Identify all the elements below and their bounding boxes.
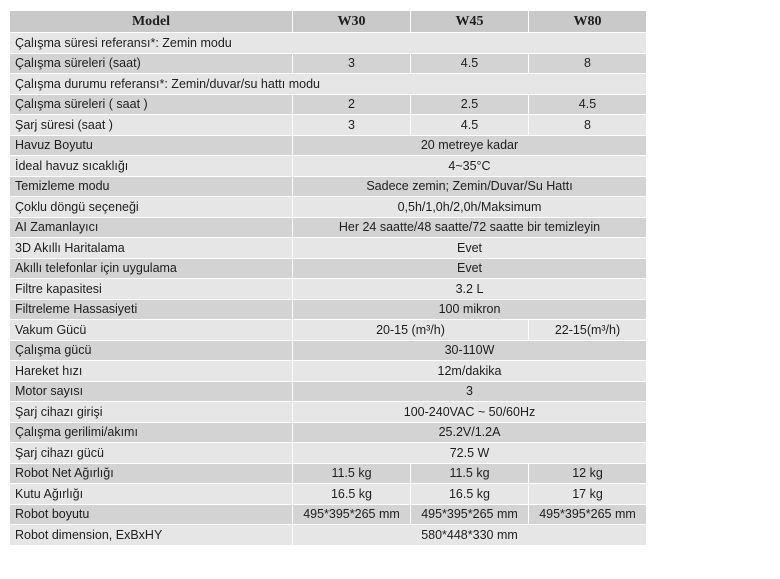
value-all: 100-240VAC ~ 50/60Hz xyxy=(293,402,647,423)
table-row xyxy=(10,320,647,341)
table-row xyxy=(10,299,647,320)
value-all: Evet xyxy=(293,238,647,259)
value-w45: 495*395*265 mm xyxy=(411,504,529,525)
table-row xyxy=(10,484,647,505)
table-row xyxy=(10,340,647,361)
value-all: 12m/dakika xyxy=(293,361,647,382)
value-all: 3 xyxy=(293,381,647,402)
table-row xyxy=(10,156,647,177)
value-w80: 17 kg xyxy=(529,484,647,505)
value-w30: 3 xyxy=(293,53,411,74)
value-all: 580*448*330 mm xyxy=(293,525,647,546)
value-w45: 4.5 xyxy=(411,53,529,74)
table-row xyxy=(10,402,647,423)
row-label: Motor sayısı xyxy=(10,381,293,402)
row-label: Çalışma gücü xyxy=(10,340,293,361)
row-label: Çalışma süreleri (saat) xyxy=(10,53,293,74)
row-label: Robot boyutu xyxy=(10,504,293,525)
header-row xyxy=(10,11,647,33)
table-row xyxy=(10,258,647,279)
table-row xyxy=(10,197,647,218)
value-all: 25.2V/1.2A xyxy=(293,422,647,443)
value-w80: 12 kg xyxy=(529,463,647,484)
row-label: Vakum Gücü xyxy=(10,320,293,341)
value-all: 0,5h/1,0h/2,0h/Maksimum xyxy=(293,197,647,218)
row-label: Robot Net Ağırlığı xyxy=(10,463,293,484)
value-w80: 22-15(m³/h) xyxy=(529,320,647,341)
value-w30: 11.5 kg xyxy=(293,463,411,484)
table-row xyxy=(10,381,647,402)
row-label: Çalışma gerilimi/akımı xyxy=(10,422,293,443)
value-w30: 2 xyxy=(293,94,411,115)
header-w80: W80 xyxy=(529,11,647,33)
table-row xyxy=(10,94,647,115)
value-w45: 2.5 xyxy=(411,94,529,115)
value-w30: 495*395*265 mm xyxy=(293,504,411,525)
row-label: Çoklu döngü seçeneği xyxy=(10,197,293,218)
row-label: Hareket hızı xyxy=(10,361,293,382)
row-label: Şarj cihazı gücü xyxy=(10,443,293,464)
row-label: Temizleme modu xyxy=(10,176,293,197)
value-w80: 8 xyxy=(529,53,647,74)
row-label: Akıllı telefonlar için uygulama xyxy=(10,258,293,279)
table-row xyxy=(10,176,647,197)
table-row xyxy=(10,279,647,300)
table-row xyxy=(10,443,647,464)
value-all: 72.5 W xyxy=(293,443,647,464)
value-w80: 4.5 xyxy=(529,94,647,115)
table-row xyxy=(10,74,647,95)
value-all: 4~35°C xyxy=(293,156,647,177)
header-w30: W30 xyxy=(293,11,411,33)
table-row xyxy=(10,525,647,546)
value-w30-w45: 20-15 (m³/h) xyxy=(293,320,529,341)
spec-table xyxy=(9,10,647,546)
value-w45: 16.5 kg xyxy=(411,484,529,505)
row-label: Çalışma süresi referansı*: Zemin modu xyxy=(10,33,647,54)
table-row xyxy=(10,463,647,484)
value-w45: 11.5 kg xyxy=(411,463,529,484)
value-w30: 3 xyxy=(293,115,411,136)
value-all: Evet xyxy=(293,258,647,279)
row-label: İdeal havuz sıcaklığı xyxy=(10,156,293,177)
value-all: 100 mikron xyxy=(293,299,647,320)
table-row xyxy=(10,135,647,156)
row-label: Şarj cihazı girişi xyxy=(10,402,293,423)
value-all: 20 metreye kadar xyxy=(293,135,647,156)
value-w80: 495*395*265 mm xyxy=(529,504,647,525)
header-model: Model xyxy=(10,11,293,33)
table-row xyxy=(10,33,647,54)
header-w45: W45 xyxy=(411,11,529,33)
table-row xyxy=(10,361,647,382)
value-all: 3.2 L xyxy=(293,279,647,300)
table-row xyxy=(10,238,647,259)
row-label: AI Zamanlayıcı xyxy=(10,217,293,238)
value-all: 30-110W xyxy=(293,340,647,361)
row-label: Havuz Boyutu xyxy=(10,135,293,156)
table-row xyxy=(10,115,647,136)
row-label: 3D Akıllı Haritalama xyxy=(10,238,293,259)
value-all: Her 24 saatte/48 saatte/72 saatte bir temizleyin xyxy=(293,217,647,238)
table-row xyxy=(10,422,647,443)
row-label: Çalışma durumu referansı*: Zemin/duvar/su hattı modu xyxy=(10,74,647,95)
table-row xyxy=(10,504,647,525)
row-label: Kutu Ağırlığı xyxy=(10,484,293,505)
row-label: Filtre kapasitesi xyxy=(10,279,293,300)
table-row xyxy=(10,53,647,74)
value-w30: 16.5 kg xyxy=(293,484,411,505)
value-w80: 8 xyxy=(529,115,647,136)
value-w45: 4.5 xyxy=(411,115,529,136)
row-label: Çalışma süreleri ( saat ) xyxy=(10,94,293,115)
value-all: Sadece zemin; Zemin/Duvar/Su Hattı xyxy=(293,176,647,197)
row-label: Robot dimension, ExBxHY xyxy=(10,525,293,546)
table-row xyxy=(10,217,647,238)
row-label: Filtreleme Hassasiyeti xyxy=(10,299,293,320)
row-label: Şarj süresi (saat ) xyxy=(10,115,293,136)
